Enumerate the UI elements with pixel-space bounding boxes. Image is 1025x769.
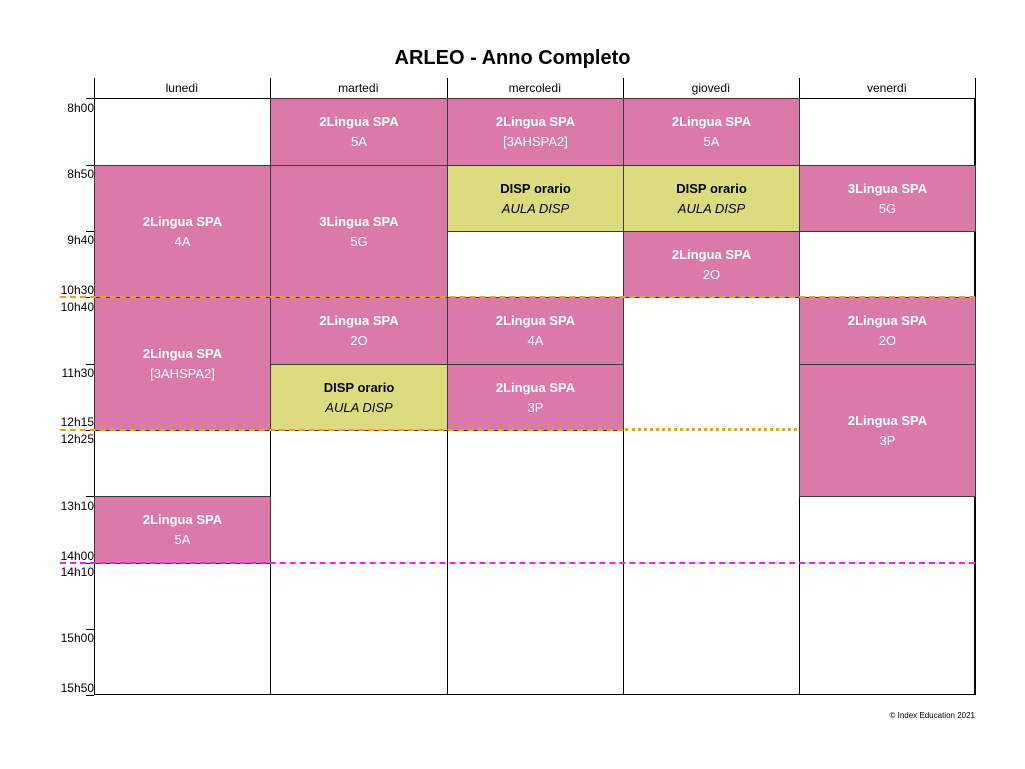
time-label: 14h10 <box>60 565 94 579</box>
lesson-subject: 3Lingua SPA <box>847 180 928 196</box>
lesson-subject: 2Lingua SPA <box>495 114 576 129</box>
break-line-12h15 <box>60 429 623 431</box>
lesson-block[interactable] <box>270 165 448 298</box>
lesson-block[interactable] <box>447 364 624 431</box>
lesson-group: 2O <box>350 333 368 348</box>
lesson-group: [3AHSPA2] <box>150 366 215 381</box>
time-label: 12h25 <box>60 432 94 446</box>
day-header-0: lunedì <box>165 81 199 95</box>
lesson-subject: 2Lingua SPA <box>142 213 223 229</box>
time-tick <box>86 496 94 497</box>
lesson-group: 2O <box>878 333 897 348</box>
lesson-block[interactable] <box>94 165 271 298</box>
day-header-4: venerdì <box>866 81 908 95</box>
time-label: 13h10 <box>60 499 94 513</box>
time-label: 15h50 <box>60 681 94 695</box>
lesson-subject: 2Lingua SPA <box>847 313 928 328</box>
lesson-subject: 2Lingua SPA <box>142 346 223 361</box>
lesson-group: 5G <box>878 200 897 216</box>
day-header-3: giovedì <box>691 81 731 95</box>
time-label: 15h00 <box>60 631 94 645</box>
lesson-subject: DISP orario <box>500 180 571 196</box>
break-line-12h15-thursday <box>625 428 797 431</box>
lesson-block[interactable] <box>447 98 624 166</box>
lesson-block[interactable] <box>270 297 448 365</box>
time-label: 12h15 <box>60 415 94 429</box>
lesson-group: 5G <box>350 233 368 249</box>
time-tick <box>86 695 94 696</box>
time-label: 10h30 <box>60 283 94 297</box>
time-label: 11h30 <box>61 366 94 380</box>
lesson-subject: DISP orario <box>323 379 395 395</box>
copyright-footer: © Index Education 2021 <box>889 711 975 720</box>
lunch-line-14h00 <box>60 562 975 564</box>
time-label: 14h00 <box>60 549 94 563</box>
lesson-group: 4A <box>527 333 544 348</box>
lesson-subject: DISP orario <box>676 180 747 196</box>
lesson-group: 3P <box>527 399 544 415</box>
lesson-subject: 2Lingua SPA <box>319 313 399 328</box>
lesson-group: AULA DISP <box>677 200 746 216</box>
lesson-block[interactable] <box>623 165 800 232</box>
time-label: 10h40 <box>60 300 94 314</box>
lesson-group: 5A <box>174 532 191 547</box>
lesson-group: [3AHSPA2] <box>503 134 568 149</box>
time-label: 8h00 <box>67 101 94 115</box>
day-header-2: mercoledì <box>508 81 562 95</box>
lesson-subject: 2Lingua SPA <box>671 114 752 129</box>
lesson-block[interactable] <box>799 364 976 497</box>
lesson-group: 5A <box>703 134 720 149</box>
lesson-group: 5A <box>351 134 367 149</box>
time-tick <box>86 231 94 232</box>
lesson-block[interactable] <box>799 165 976 232</box>
lesson-block[interactable] <box>447 297 624 365</box>
lesson-block[interactable] <box>94 496 271 564</box>
time-tick <box>86 98 94 99</box>
lesson-group: 3P <box>879 432 896 448</box>
lesson-subject: 2Lingua SPA <box>847 412 928 428</box>
lesson-subject: 2Lingua SPA <box>495 379 576 395</box>
day-header-1: martedì <box>338 81 379 95</box>
lesson-group: 4A <box>174 233 191 249</box>
lesson-subject: 2Lingua SPA <box>495 313 576 328</box>
time-tick <box>86 364 94 365</box>
break-line-10h30 <box>60 296 975 298</box>
time-tick <box>86 165 94 166</box>
lesson-block[interactable] <box>94 297 271 431</box>
page-title: ARLEO - Anno Completo <box>394 47 631 69</box>
time-tick <box>86 629 94 630</box>
lesson-block[interactable] <box>270 98 448 166</box>
lesson-block[interactable] <box>447 165 624 232</box>
timetable-grid <box>94 98 975 695</box>
lesson-block[interactable] <box>270 364 448 431</box>
lesson-block[interactable] <box>623 231 800 298</box>
lesson-group: AULA DISP <box>325 399 393 415</box>
time-label: 8h50 <box>67 167 94 181</box>
lesson-group: AULA DISP <box>501 200 570 216</box>
lesson-subject: 3Lingua SPA <box>319 213 399 229</box>
lesson-block[interactable] <box>623 98 800 166</box>
lesson-subject: 2Lingua SPA <box>142 512 223 527</box>
lesson-subject: 2Lingua SPA <box>319 114 399 129</box>
lesson-group: 2O <box>702 266 721 282</box>
time-label: 9h40 <box>67 233 94 247</box>
lesson-subject: 2Lingua SPA <box>671 246 752 262</box>
lesson-block[interactable] <box>799 297 976 365</box>
